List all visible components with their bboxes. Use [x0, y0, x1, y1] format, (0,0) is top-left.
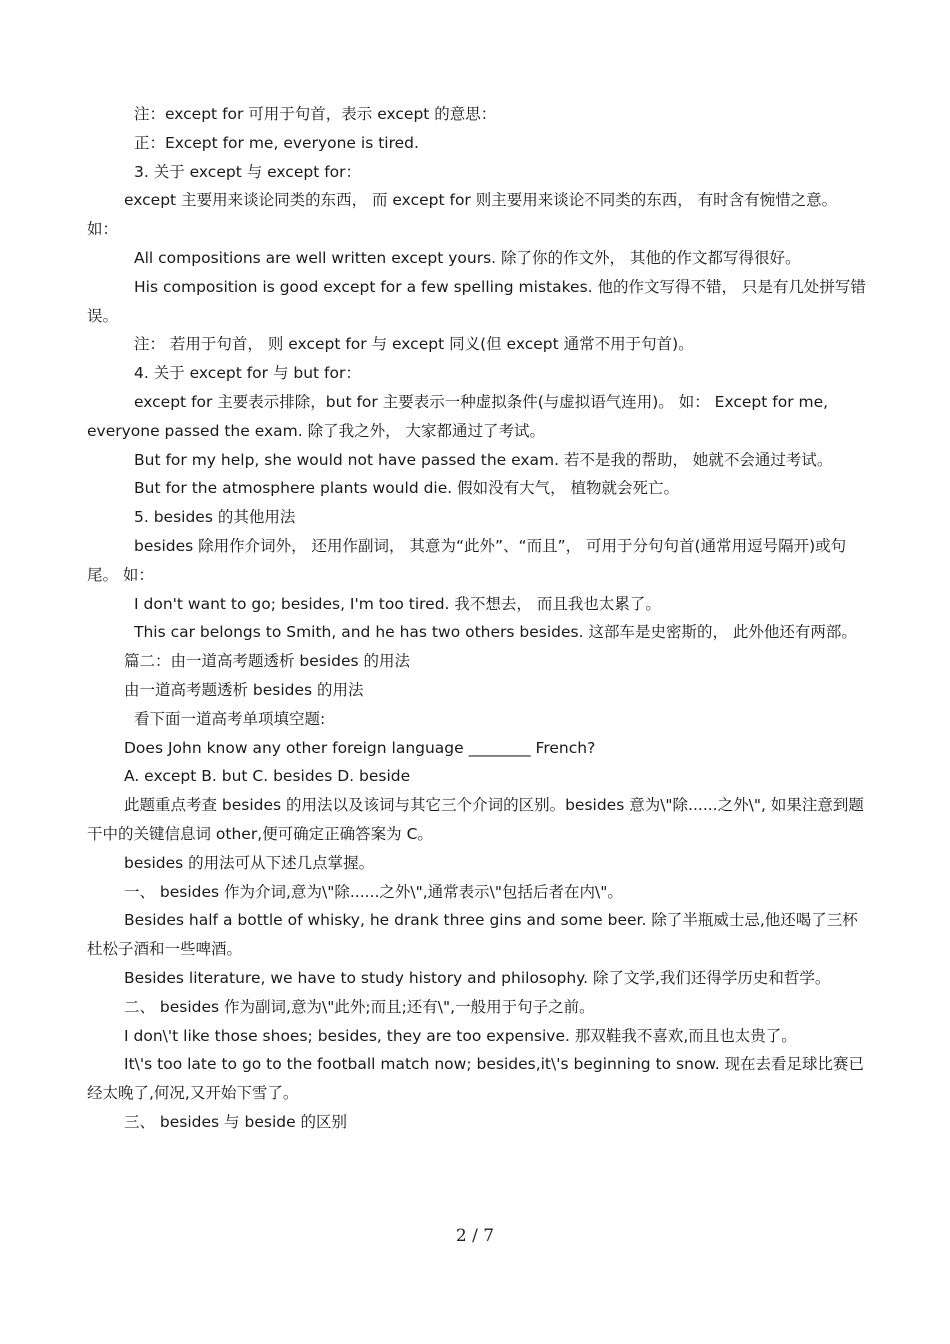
paragraph: I don\'t like those shoes; besides, they are too expensive. 那双鞋我不喜欢,而且也太贵了。 — [124, 1026, 797, 1045]
paragraph: All compositions are well written except yours. 除了你的作文外， 其他的作文都写得很好。 — [134, 248, 801, 267]
paragraph: Besides literature, we have to study history and philosophy. 除了文学,我们还得学历史和哲学。 — [124, 968, 831, 987]
page-number: 2 / 7 — [455, 1226, 495, 1246]
paragraph: 3. 关于 except 与 except for： — [134, 162, 362, 181]
paragraph: besides 的用法可从下述几点掌握。 — [124, 853, 375, 872]
paragraph: 篇二：由一道高考题透析 besides 的用法 — [124, 652, 411, 671]
paragraph: besides 除用作介词外， 还用作副词， 其意为“此外”、“而且”， 可用于分句句首(通常用逗号隔开)或句尾。 如： — [87, 536, 847, 584]
paragraph: A. except B. but C. besides D. beside — [124, 767, 411, 786]
document-body — [0, 100, 950, 1137]
paragraph: 5. besides 的其他用法 — [134, 508, 296, 527]
paragraph: Besides half a bottle of whisky, he drank three gins and some beer. 除了半瓶威士忌,他还喝了三杯杜松子酒和一些啤酒。 — [87, 911, 858, 959]
paragraph: Does John know any other foreign language ________ French? — [124, 738, 596, 757]
paragraph: I don't want to go; besides, I'm too tired. 我不想去， 而且我也太累了。 — [134, 594, 661, 613]
paragraph: 此题重点考查 besides 的用法以及该词与其它三个介词的区别。besides 意为\"除......之外\", 如果注意到题干中的关键信息词 other,便可确定正确答案为 C。 — [87, 796, 864, 843]
paragraph: This car belongs to Smith, and he has two others besides. 这部车是史密斯的， 此外他还有两部。 — [134, 623, 857, 642]
paragraph: But for my help, she would not have passed the exam. 若不是我的帮助， 她就不会通过考试。 — [134, 450, 833, 469]
paragraph: 一、 besides 作为介词,意为\"除......之外\",通常表示\"包括后者在内\"。 — [124, 882, 623, 901]
paragraph: 三、 besides 与 beside 的区别 — [124, 1112, 348, 1131]
paragraph: His composition is good except for a few spelling mistakes. 他的作文写得不错， 只是有几处拼写错误。 — [87, 277, 866, 325]
paragraph: 看下面一道高考单项填空题: — [134, 709, 326, 728]
paragraph: But for the atmosphere plants would die. 假如没有大气， 植物就会死亡。 — [134, 479, 680, 498]
paragraph: 注： 若用于句首， 则 except for 与 except 同义(但 except 通常不用于句首)。 — [134, 335, 694, 354]
paragraph: 4. 关于 except for 与 but for： — [134, 364, 361, 383]
paragraph: 注：except for 可用于句首，表示 except 的意思： — [134, 105, 497, 123]
paragraph: except 主要用来谈论同类的东西， 而 except for 则主要用来谈论不同类的东西， 有时含有惋惜之意。 如： — [87, 191, 838, 239]
paragraph: except for 主要表示排除，but for 主要表示一种虚拟条件(与虚拟语气连用)。 如： Except for me, everyone passed the exam. 除了我之外， 大家都通过了考试。 — [87, 392, 829, 440]
paragraph: It\'s too late to go to the football match now; besides,it\'s beginning to snow. 现在去看足球比赛已经太晚了,何况,又开始下雪了。 — [87, 1055, 865, 1103]
paragraph: 正：Except for me, everyone is tired. — [134, 133, 419, 152]
paragraph: 由一道高考题透析 besides 的用法 — [124, 680, 364, 699]
paragraph: 二、 besides 作为副词,意为\"此外;而且;还有\",一般用于句子之前。 — [124, 997, 595, 1016]
